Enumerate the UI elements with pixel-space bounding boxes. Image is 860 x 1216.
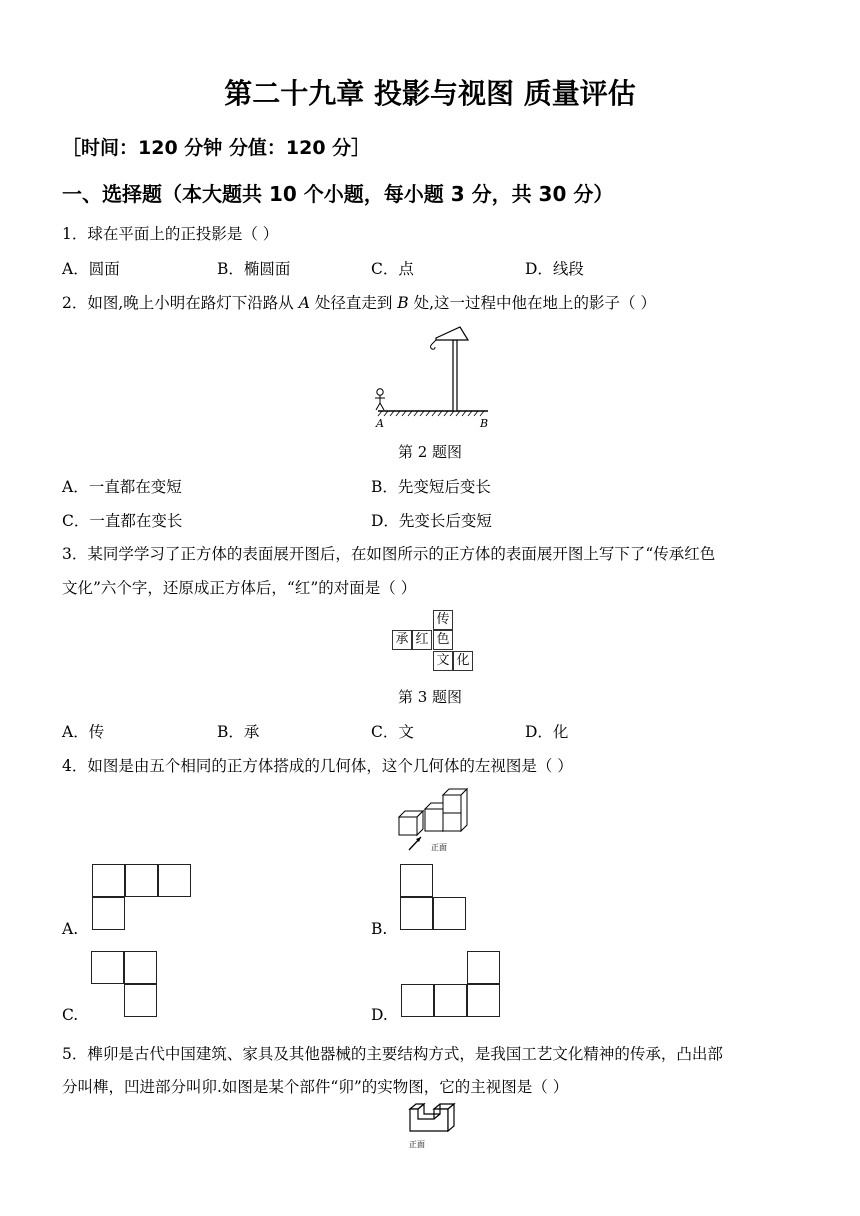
q3-option-d: D．化: [525, 723, 569, 741]
question-5-stem-line1: 5．榫卯是古代中国建筑、家具及其他器械的主要结构方式，是我国工艺文化精神的传承，凸出部: [62, 1045, 723, 1063]
q4-option-b: B.: [371, 920, 388, 938]
q2-option-c: C．一直都在变长: [62, 512, 183, 530]
fig-label-b: B: [480, 417, 489, 430]
q1-option-d: D．线段: [525, 260, 584, 278]
q1-option-a: A．圆面: [62, 260, 120, 278]
streetlight-figure: [370, 322, 490, 432]
exam-meta: ［时间：120 分钟 分值：120 分］: [62, 137, 371, 159]
q4-option-a: A.: [62, 920, 79, 938]
question-3-stem-line2: 文化”六个字，还原成正方体后，“红”的对面是（ ）: [62, 579, 417, 597]
net-cell: 化: [453, 651, 473, 671]
q3-option-a: A．传: [62, 723, 105, 741]
mortise-figure: [404, 1101, 464, 1151]
question-3-stem-line1: 3．某同学学习了正方体的表面展开图后，在如图所示的正方体的表面展开图上写下了“传承红色: [62, 545, 716, 563]
question-1-stem: 1．球在平面上的正投影是（ ）: [62, 225, 279, 243]
q2-var-b: B: [397, 294, 409, 312]
front-label: 正面: [431, 843, 447, 852]
net-cell: 传: [433, 610, 453, 630]
net-cell: 文: [433, 651, 453, 671]
q4-option-d: D.: [371, 1006, 388, 1024]
q3-caption: 第 3 题图: [397, 688, 463, 706]
q2-var-a: A: [298, 294, 310, 312]
q2-option-a: A．一直都在变短: [62, 478, 182, 496]
q2-stem-part: 2．如图,晚上小明在路灯下沿路从: [62, 294, 299, 312]
q1-option-c: C．点: [371, 260, 414, 278]
q4-view-d: [401, 951, 503, 1019]
net-cell: 红: [412, 630, 432, 650]
question-4-stem: 4．如图是由五个相同的正方体搭成的几何体，这个几何体的左视图是（ ）: [62, 757, 573, 775]
net-cell: 承: [392, 630, 412, 650]
page-title: 第二十九章 投影与视图 质量评估: [224, 77, 636, 110]
q2-caption: 第 2 题图: [397, 443, 463, 461]
q2-stem-part: 处,这一过程中他在地上的影子（ ）: [408, 294, 656, 312]
q2-option-d: D．先变长后变短: [371, 512, 492, 530]
fig-label-a: A: [376, 417, 384, 430]
q4-view-b: [400, 864, 470, 932]
section-heading: 一、选择题（本大题共 10 个小题，每小题 3 分，共 30 分）: [62, 182, 614, 206]
q4-option-c: C.: [62, 1006, 79, 1024]
cubes-solid-figure: [395, 785, 475, 855]
q1-option-b: B．椭圆面: [217, 260, 291, 278]
front-label: 正面: [409, 1140, 425, 1149]
net-cell: 色: [433, 630, 453, 650]
q2-option-b: B．先变短后变长: [371, 478, 491, 496]
cube-net-figure: [392, 610, 476, 672]
question-2-stem: [62, 291, 656, 313]
q3-option-c: C．文: [371, 723, 414, 741]
q4-view-a: [92, 864, 194, 932]
q4-view-c: [91, 951, 161, 1019]
q3-option-b: B．承: [217, 723, 260, 741]
question-5-stem-line2: 分叫榫，凹进部分叫卯.如图是某个部件“卯”的实物图，它的主视图是（ ）: [62, 1078, 569, 1096]
q2-stem-part: 处径直走到: [309, 294, 398, 312]
